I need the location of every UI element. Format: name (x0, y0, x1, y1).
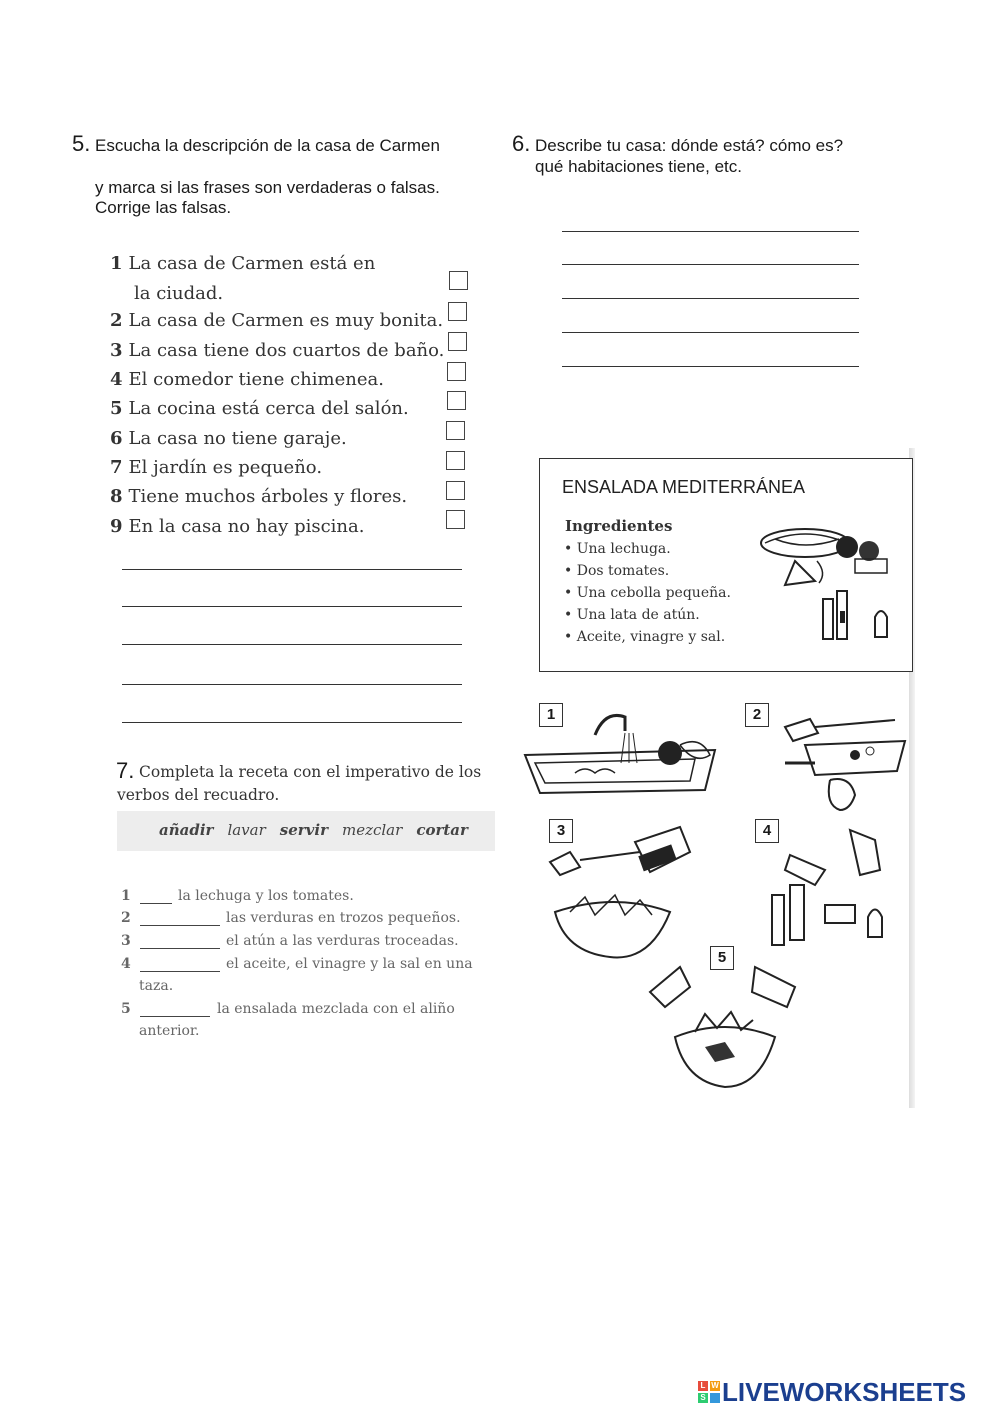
answer-line-2[interactable] (562, 264, 859, 265)
correction-line-2[interactable] (122, 606, 462, 607)
logo-text: LIVEWORKSHEETS (722, 1377, 967, 1407)
ingredients-illustration (755, 521, 895, 646)
statement-text: La casa no tiene garaje. (128, 428, 347, 449)
item-text-continued: anterior. (139, 1023, 200, 1039)
step-number: 2 (745, 703, 769, 727)
item-text: la lechuga y los tomates. (178, 888, 354, 904)
statement-text: La cocina está cerca del salón. (128, 398, 409, 419)
statement-number: 4 (110, 369, 123, 390)
exercise-6-instruction-line1: Describe tu casa: dónde está? cómo es? (535, 136, 844, 155)
item-text: el aceite, el vinagre y la sal en una (226, 956, 473, 972)
statement-text: El jardín es pequeño. (128, 457, 323, 478)
statement-text: Tiene muchos árboles y flores. (128, 486, 408, 507)
step-number: 1 (539, 703, 563, 727)
exercise-6-instruction-line2: qué habitaciones tiene, etc. (535, 157, 742, 176)
recipe-box (539, 458, 913, 672)
item-text-continued: taza. (139, 978, 174, 994)
fill-blank[interactable] (140, 925, 220, 926)
verb-bank (117, 811, 495, 851)
correction-line-4[interactable] (122, 684, 462, 685)
adding-tuna-illustration (540, 822, 700, 962)
true-false-checkbox-1[interactable] (449, 271, 468, 290)
statement-4 (110, 369, 384, 390)
fill-blank[interactable] (140, 1016, 210, 1017)
item-number: 1 (121, 888, 131, 904)
correction-line-1[interactable] (122, 569, 462, 570)
statement-7 (110, 457, 322, 478)
statement-text: El comedor tiene chimenea. (128, 369, 384, 390)
answer-line-5[interactable] (562, 366, 859, 367)
step-number: 5 (710, 946, 734, 970)
item-text: las verduras en trozos pequeños. (226, 910, 461, 926)
serving-salad-illustration (645, 962, 805, 1092)
statement-number: 6 (110, 428, 123, 449)
statement-number: 1 (110, 253, 123, 274)
item-number: 5 (121, 1001, 131, 1017)
exercise-7-instruction-line1: Completa la receta con el imperativo de los (139, 763, 482, 781)
exercise-6-number: 6. (512, 131, 531, 156)
statement-3 (110, 340, 444, 361)
exercise-5-instruction-line3: Corrige las falsas. (95, 198, 232, 217)
ingredient-item: • Una cebolla pequeña. (564, 585, 731, 601)
item-text: el atún a las verduras troceadas. (226, 933, 459, 949)
statement-5 (110, 398, 409, 419)
statement-1 (110, 253, 375, 274)
answer-line-4[interactable] (562, 332, 859, 333)
statement-2 (110, 310, 443, 331)
ingredient-item: • Una lechuga. (564, 541, 671, 557)
ingredients-heading: Ingredientes (565, 517, 673, 535)
statement-text: En la casa no hay piscina. (128, 516, 365, 537)
statement-9 (110, 516, 364, 537)
ingredient-item: • Una lata de atún. (564, 607, 700, 623)
exercise-5-instruction-line1: Escucha la descripción de la casa de Carmen (95, 136, 440, 155)
statement-number: 9 (110, 516, 123, 537)
logo-icon: L W S (698, 1381, 720, 1403)
true-false-checkbox-7[interactable] (446, 451, 465, 470)
statement-number: 3 (110, 340, 123, 361)
statement-8 (110, 486, 407, 507)
correction-line-3[interactable] (122, 644, 462, 645)
statement-text: La casa de Carmen es muy bonita. (128, 310, 444, 331)
exercise-5-instruction-line2: y marca si las frases son verdaderas o falsas. (95, 178, 440, 197)
statement-number: 7 (110, 457, 123, 478)
verb: añadir (159, 821, 214, 839)
cutting-vegetables-illustration (775, 705, 915, 815)
recipe-title: ENSALADA MEDITERRÁNEA (562, 477, 806, 497)
verb: mezclar (341, 821, 403, 839)
fill-blank[interactable] (140, 903, 172, 904)
statement-1-continued: la ciudad. (134, 283, 224, 304)
statement-6 (110, 428, 347, 449)
item-number: 3 (121, 933, 131, 949)
true-false-checkbox-4[interactable] (447, 362, 466, 381)
statement-number: 5 (110, 398, 123, 419)
step-number: 3 (549, 819, 573, 843)
step-number: 4 (755, 819, 779, 843)
washing-vegetables-illustration (515, 705, 735, 800)
ingredient-item: • Dos tomates. (564, 563, 670, 579)
fill-blank[interactable] (140, 971, 220, 972)
fill-blank[interactable] (140, 948, 220, 949)
true-false-checkbox-3[interactable] (448, 332, 467, 351)
verb: servir (279, 821, 328, 839)
statement-number: 2 (110, 310, 123, 331)
true-false-checkbox-6[interactable] (446, 421, 465, 440)
true-false-checkbox-5[interactable] (447, 391, 466, 410)
statement-text: La casa tiene dos cuartos de baño. (128, 340, 445, 361)
item-text: la ensalada mezclada con el aliño (217, 1001, 455, 1017)
statement-text: La casa de Carmen está en (128, 253, 376, 274)
item-number: 4 (121, 956, 131, 972)
exercise-7-number: 7. (116, 758, 135, 783)
statement-number: 8 (110, 486, 123, 507)
exercise-5-number: 5. (72, 131, 91, 156)
verb: cortar (416, 821, 468, 839)
answer-line-3[interactable] (562, 298, 859, 299)
correction-line-5[interactable] (122, 722, 462, 723)
exercise-7-instruction-line2: verbos del recuadro. (117, 786, 280, 804)
true-false-checkbox-9[interactable] (446, 510, 465, 529)
verb: lavar (227, 821, 266, 839)
ingredient-item: • Aceite, vinagre y sal. (564, 629, 726, 645)
mixing-dressing-illustration (760, 825, 900, 955)
true-false-checkbox-2[interactable] (448, 302, 467, 321)
answer-line-1[interactable] (562, 231, 859, 232)
item-number: 2 (121, 910, 131, 926)
true-false-checkbox-8[interactable] (446, 481, 465, 500)
